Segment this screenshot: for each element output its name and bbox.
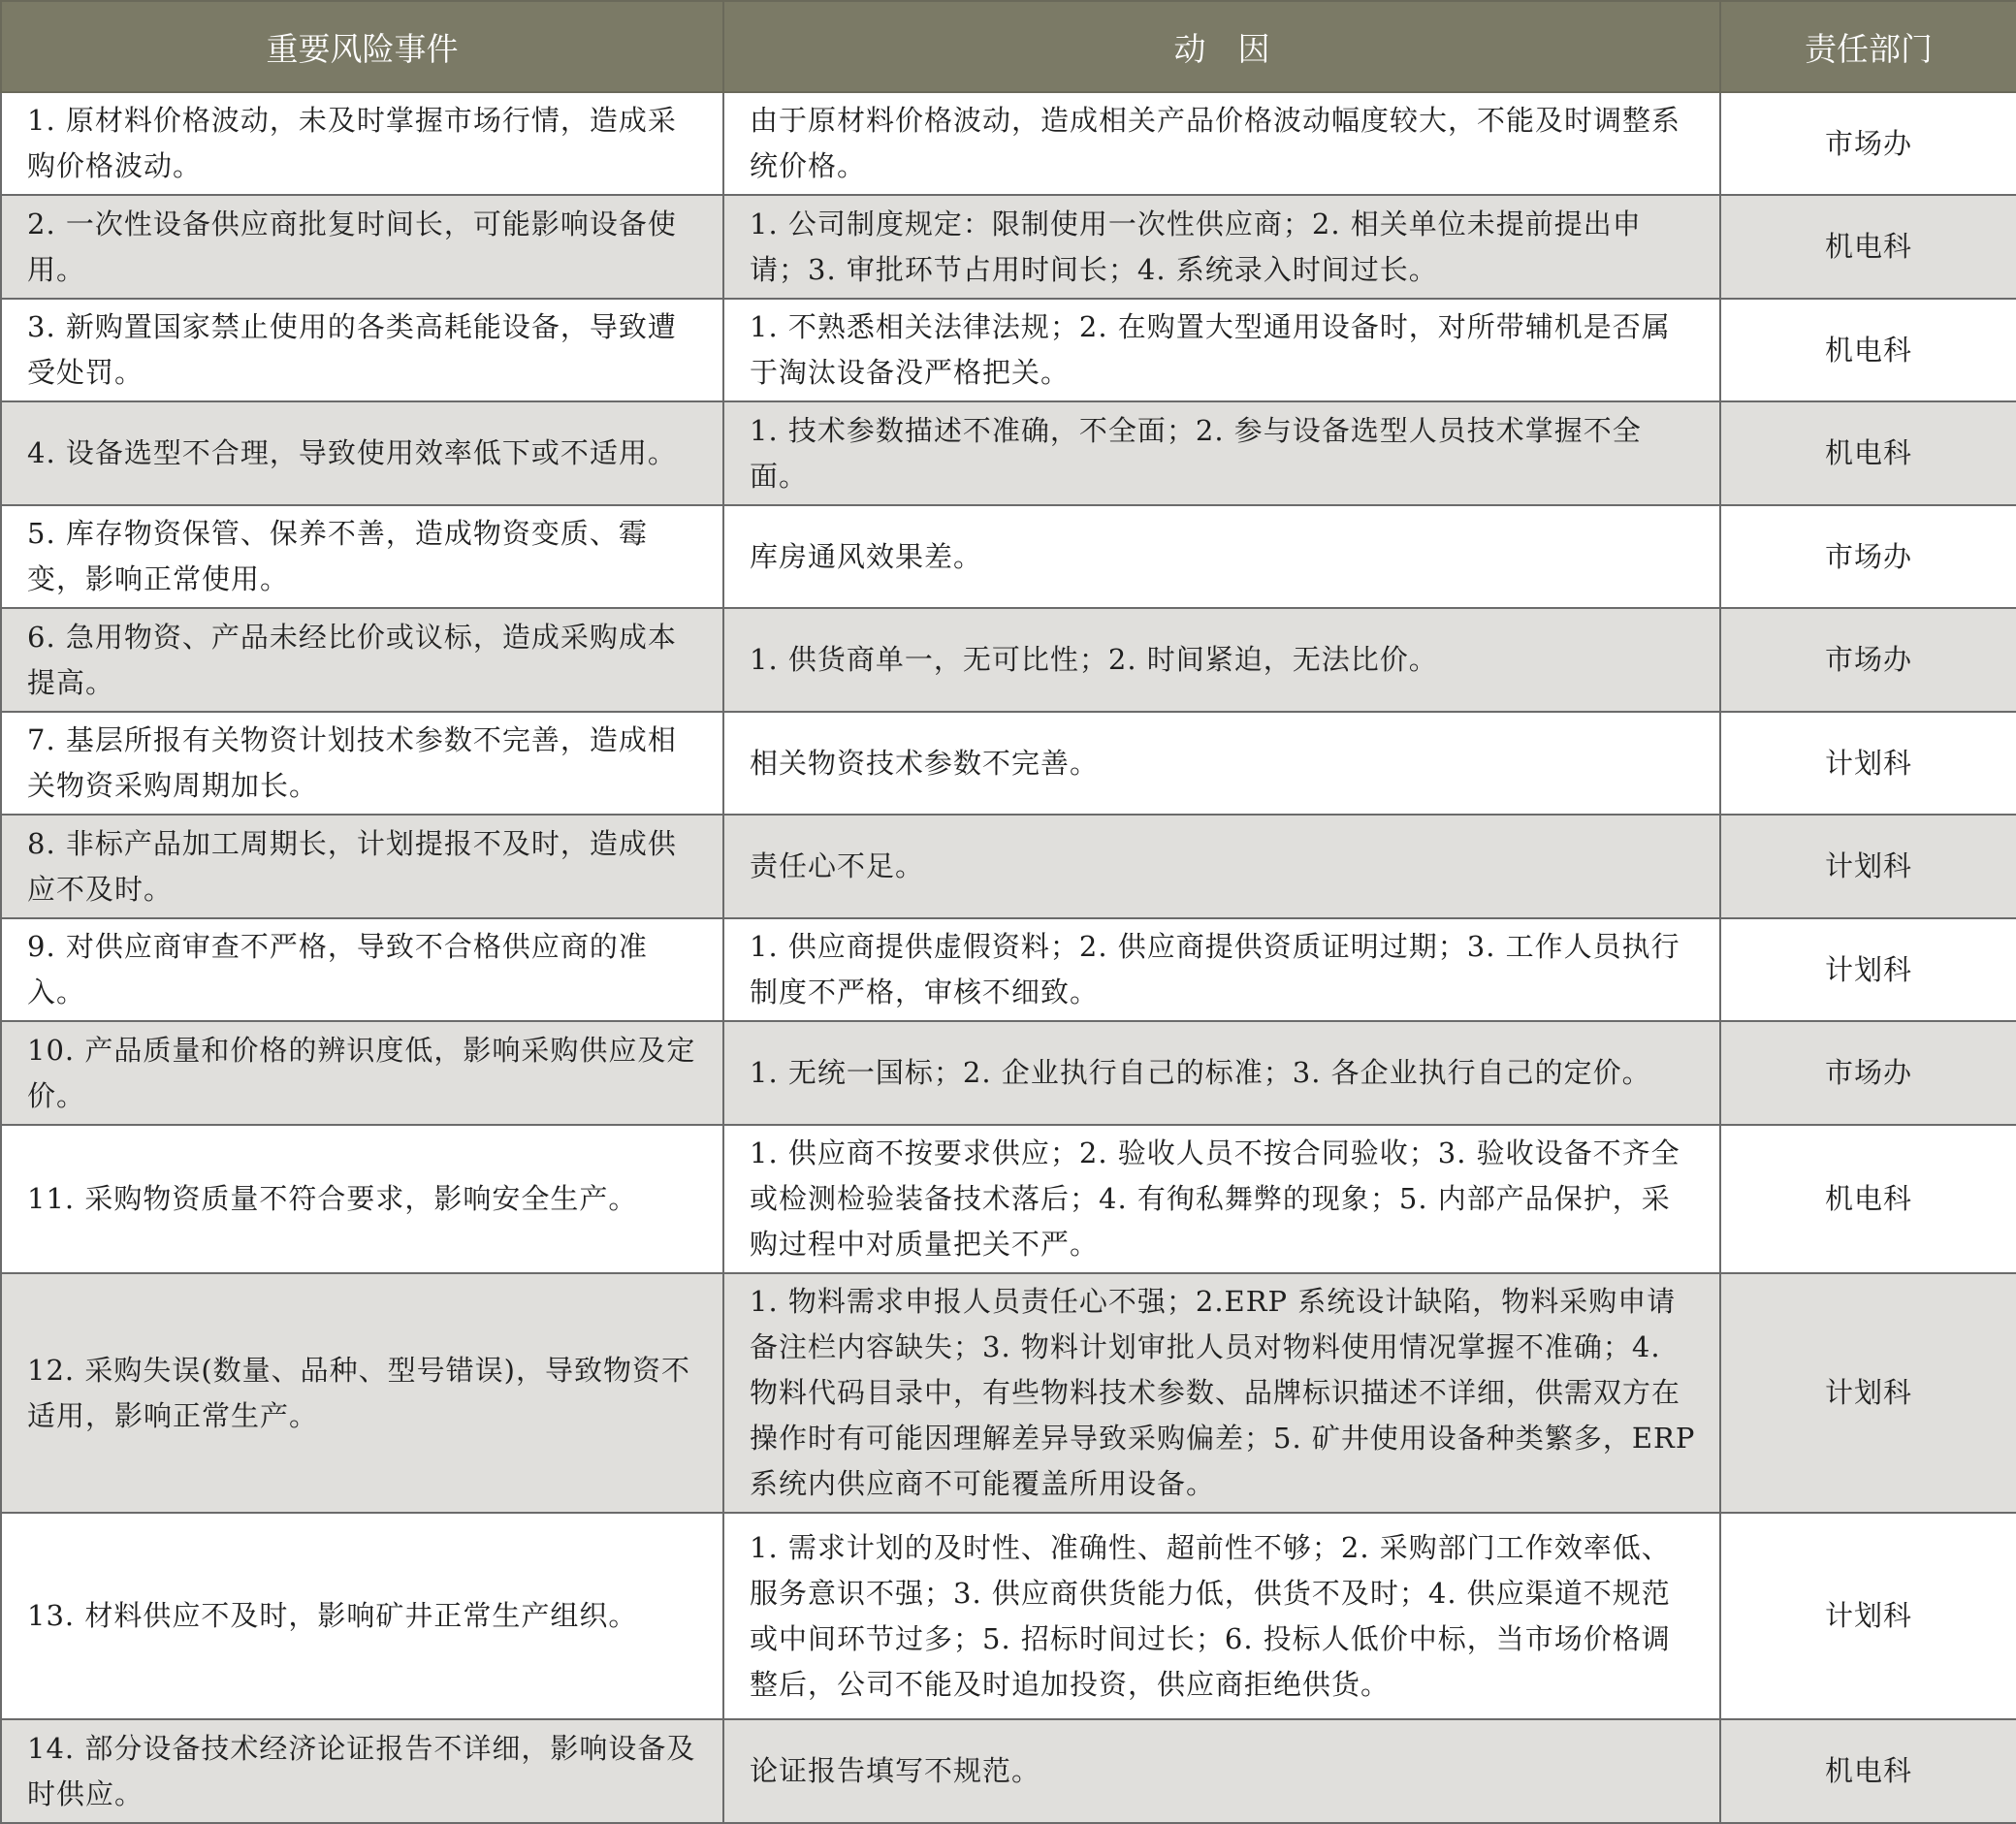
- table-row: [1, 1273, 2016, 1513]
- cause-cell: 1. 公司制度规定：限制使用一次性供应商；2. 相关单位未提前提出申请；3. 审批环节占用时间长；4. 系统录入时间过长。: [723, 195, 1720, 299]
- department-cell: 市场办: [1720, 505, 2016, 608]
- table-row: [1, 712, 2016, 815]
- department-cell: 市场办: [1720, 1021, 2016, 1125]
- table-row: [1, 401, 2016, 505]
- department-cell: 计划科: [1720, 1513, 2016, 1719]
- table-row: [1, 1719, 2016, 1823]
- table-row: [1, 918, 2016, 1021]
- department-cell: 计划科: [1720, 815, 2016, 918]
- cause-cell: 1. 供应商提供虚假资料；2. 供应商提供资质证明过期；3. 工作人员执行制度不严格，审核不细致。: [723, 918, 1720, 1021]
- event-cell: 14. 部分设备技术经济论证报告不详细，影响设备及时供应。: [1, 1719, 723, 1823]
- cause-cell: 1. 物料需求申报人员责任心不强；2.ERP 系统设计缺陷，物料采购申请备注栏内容缺失；3. 物料计划审批人员对物料使用情况掌握不准确；4. 物料代码目录中，有些物料技术参数、品牌标识描述不详细，供需双方在操作时有可能因理解差异导致采购偏差；5. 矿井使用设备种类繁多，ERP 系统内供应商不可能覆盖所用设备。: [723, 1273, 1720, 1513]
- header-row: [1, 1, 2016, 92]
- department-cell: 计划科: [1720, 1273, 2016, 1513]
- event-cell: 13. 材料供应不及时，影响矿井正常生产组织。: [1, 1513, 723, 1719]
- event-cell: 4. 设备选型不合理，导致使用效率低下或不适用。: [1, 401, 723, 505]
- department-cell: 计划科: [1720, 918, 2016, 1021]
- department-cell: 机电科: [1720, 1719, 2016, 1823]
- table-row: [1, 299, 2016, 401]
- event-cell: 7. 基层所报有关物资计划技术参数不完善，造成相关物资采购周期加长。: [1, 712, 723, 815]
- table-row: [1, 1513, 2016, 1719]
- event-cell: 5. 库存物资保管、保养不善，造成物资变质、霉变，影响正常使用。: [1, 505, 723, 608]
- cause-cell: 1. 技术参数描述不准确，不全面；2. 参与设备选型人员技术掌握不全面。: [723, 401, 1720, 505]
- event-cell: 9. 对供应商审查不严格，导致不合格供应商的准入。: [1, 918, 723, 1021]
- header-event: 重要风险事件: [1, 1, 723, 92]
- cause-cell: 1. 供应商不按要求供应；2. 验收人员不按合同验收；3. 验收设备不齐全或检测检验装备技术落后；4. 有徇私舞弊的现象；5. 内部产品保护，采购过程中对质量把关不严。: [723, 1125, 1720, 1273]
- table-row: [1, 1021, 2016, 1125]
- department-cell: 机电科: [1720, 401, 2016, 505]
- event-cell: 8. 非标产品加工周期长，计划提报不及时，造成供应不及时。: [1, 815, 723, 918]
- header-department: 责任部门: [1720, 1, 2016, 92]
- table-row: [1, 92, 2016, 195]
- cause-cell: 1. 不熟悉相关法律法规；2. 在购置大型通用设备时，对所带辅机是否属于淘汰设备没严格把关。: [723, 299, 1720, 401]
- table-row: [1, 505, 2016, 608]
- cause-cell: 1. 需求计划的及时性、准确性、超前性不够；2. 采购部门工作效率低、服务意识不强；3. 供应商供货能力低，供货不及时；4. 供应渠道不规范或中间环节过多；5. 招标时间过长；6. 投标人低价中标，当市场价格调整后，公司不能及时追加投资，供应商拒绝供货。: [723, 1513, 1720, 1719]
- cause-cell: 由于原材料价格波动，造成相关产品价格波动幅度较大，不能及时调整系统价格。: [723, 92, 1720, 195]
- cause-cell: 责任心不足。: [723, 815, 1720, 918]
- event-cell: 3. 新购置国家禁止使用的各类高耗能设备，导致遭受处罚。: [1, 299, 723, 401]
- event-cell: 12. 采购失误(数量、品种、型号错误)，导致物资不适用，影响正常生产。: [1, 1273, 723, 1513]
- department-cell: 市场办: [1720, 608, 2016, 712]
- header-cause: 动 因: [723, 1, 1720, 92]
- cause-cell: 库房通风效果差。: [723, 505, 1720, 608]
- department-cell: 市场办: [1720, 92, 2016, 195]
- event-cell: 11. 采购物资质量不符合要求，影响安全生产。: [1, 1125, 723, 1273]
- table-row: [1, 608, 2016, 712]
- department-cell: 计划科: [1720, 712, 2016, 815]
- cause-cell: 相关物资技术参数不完善。: [723, 712, 1720, 815]
- event-cell: 2. 一次性设备供应商批复时间长，可能影响设备使用。: [1, 195, 723, 299]
- event-cell: 10. 产品质量和价格的辨识度低，影响采购供应及定价。: [1, 1021, 723, 1125]
- table-row: [1, 815, 2016, 918]
- table-row: [1, 195, 2016, 299]
- cause-cell: 1. 无统一国标；2. 企业执行自己的标准；3. 各企业执行自己的定价。: [723, 1021, 1720, 1125]
- cause-cell: 1. 供货商单一，无可比性；2. 时间紧迫，无法比价。: [723, 608, 1720, 712]
- table-row: [1, 1125, 2016, 1273]
- event-cell: 1. 原材料价格波动，未及时掌握市场行情，造成采购价格波动。: [1, 92, 723, 195]
- department-cell: 机电科: [1720, 195, 2016, 299]
- cause-cell: 论证报告填写不规范。: [723, 1719, 1720, 1823]
- event-cell: 6. 急用物资、产品未经比价或议标，造成采购成本提高。: [1, 608, 723, 712]
- department-cell: 机电科: [1720, 299, 2016, 401]
- department-cell: 机电科: [1720, 1125, 2016, 1273]
